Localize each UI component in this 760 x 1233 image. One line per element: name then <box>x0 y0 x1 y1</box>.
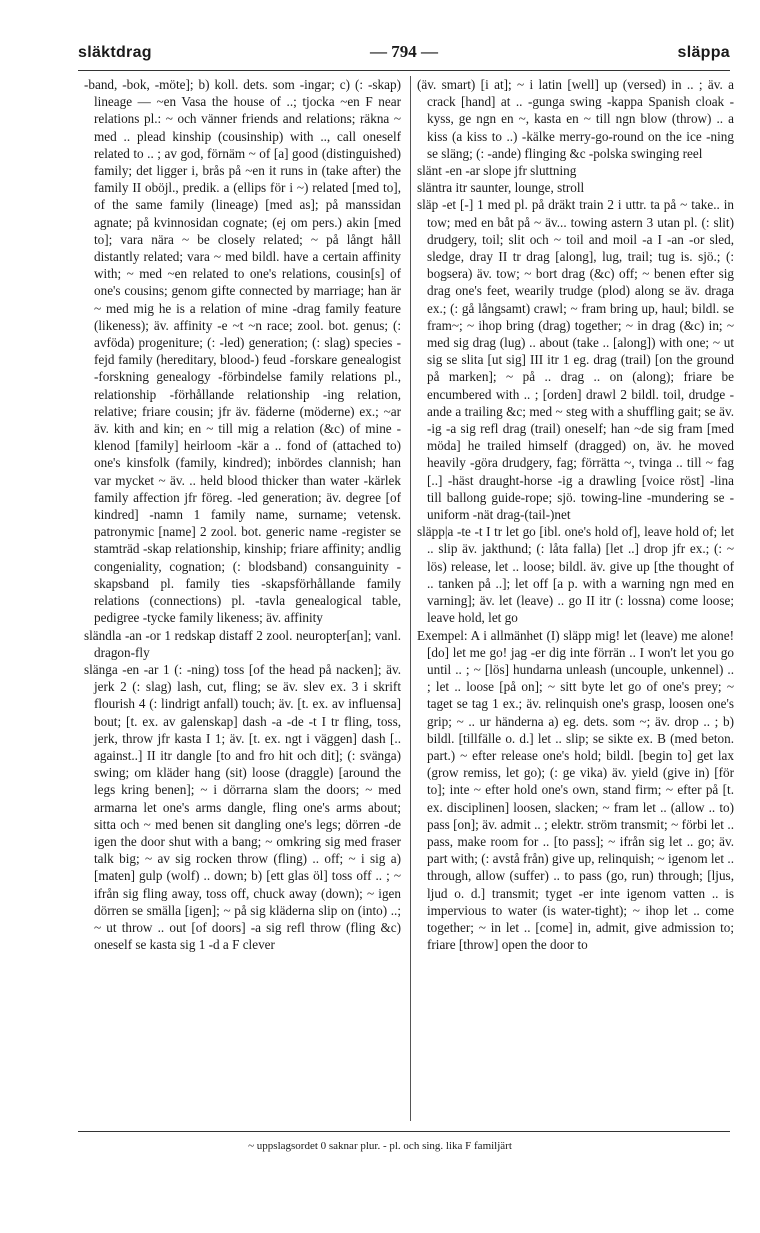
entry-text: -band, -bok, -möte]; b) koll. dets. som -ingar; c) (: -skap) lineage — ~en Vasa the house of ..; tjocka ~en F near relations pl.: ~ och vänner friends and relations; räkna ~ med .. plead kinship (cousinship) with .., call oneself related to .. ; av god, förnäm ~ of [a] good (distinguished) family; det ligger i, brås på ~en it runs in (take after) the family II oböjl., predik. a (ellips för i ~) related [med to], of the same family (lineage) [med as]; på manssidan agnate; på kvinnosidan cognate; (ej om pers.) akin [med to]; vara nära ~ be closely related; ~ på långt håll distantly related; vara ~ med bildl. have a certain affinity with; ~ med ~en related to one's relations, cousin[s] of one's cousins; genom gifte connected by marriage; han är ~ med mig he is a relation of mine -drag family feature (likeness); äv. affinity -e ~t ~n race; zool. bot. genus; (: avföda) progeniture; (: -led) generation; (: slag) species -fejd family (hereditary, blood-) feud -forskare genealogist -forskning genealogy -förbindelse family relations pl., relationship -förhållande relationship -ing relation, relative; friare cousin; jfr äv. fäderne (möderne) ex.; ~ar äv. kith and kin; en ~ till mig a relation (&c) of mine -klenod [family] heirloom -kär a .. fond of (attached to) one's kinsfolk (family, kindred); inbördes clannish; han var mycket ~ äv. .. held blood thicker than water -kärlek family affection jfr föreg. -led generation; äv. degree [of kindred] -namn 1 family name, surname; vetensk. patronymic [name] 2 zool. bot. generic name -register se stamträd -skap relationship, kinship; friare affinity; andlig congeniality, cognation; (: blodsband) consanguinity -skapsband pl. family ties -skapsförhållande family relations (connections) pl. -tavla genealogical table, pedigree -tycke family likeness; äv. affinity <box>84 77 401 626</box>
entry-text: släpp|a -te -t I tr let go [ibl. one's hold of], leave hold of; let .. slip äv. jakthund; (: låta falla) [let ..] drop jfr ex.; (: ~ lös) release, let .. loose; bildl. äv. give up [the thought of .. tanken på ..]; let off [a p. with a warning ngn med en varning]; äv. let (leave) .. go II itr (: lossna) come loose; leave hold, let go <box>417 524 734 626</box>
entry-text: slänga -en -ar 1 (: -ning) toss [of the head på nacken]; äv. jerk 2 (: slag) lash, cut, fling; se äv. slev ex. 3 i skrift flourish 4 (: lindrigt anfall) touch; äv. [t. ex. av influensa] bout; [t. ex. av galenskap] dash -a -de -t I tr fling, toss, jerk, throw jfr kasta I 1; äv. [t. ex. ngt i väggen] dash [.. against..] II itr dangle [to and fro hit och dit]; (: svänga) swing; om kläder hang (sit) loose (draggle) [around the legs kring benen]; ~ i dörrarna slam the doors; ~ med armarna let one's arms dangle, fling one's arms about; sitta och ~ med benen sit dangling one's legs; dörren -de igen the door shut with a bang; ~ omkring sig med fraser talk big; ~ av sig rocken throw (fling) .. off; ~ i sig a) [maten] gulp (wolf) .. down; b) [ett glas öl] toss off .. ; ~ ifrån sig fling away, toss off, chuck away (down); ~ igen dörren se smälla [igen]; ~ på sig kläderna slip on (into) ..; ~ ut throw .. out [of doors] -a sig refl throw (fling &c) oneself se kasta sig 1 -d a F clever <box>84 661 401 953</box>
entry-text: (äv. smart) [i at]; ~ i latin [well] up (versed) in .. ; äv. a crack [hand] at .. -gunga swing -kappa Spanish cloak -kyss, ge ngn en ~, kasta en ~ till ngn blow (throw) .. a kiss (a kiss to ..) -kälke merry-go-round on the ice -ning se släng; (: -ande) flinging &c -polska swinging reel <box>417 77 734 161</box>
page-number: — 794 — <box>370 42 438 61</box>
right-guide-word: släppa <box>677 44 730 61</box>
entry-text: slänt -en -ar slope jfr sluttning <box>417 163 577 179</box>
entry-text: släntra itr saunter, lounge, stroll <box>417 180 585 196</box>
entry-text: släp -et [-] 1 med pl. på dräkt train 2 i uttr. ta på ~ take.. in tow; med en båt på ~ äv... towing astern 3 utan pl. (: slit) drudgery, toil; slit och ~ toil and moil -a I -an -or sled, sledge, dray II tr drag [along], lug, trail; tug is. sjö.; (: bogsera) äv. tow; ~ bort drag (&c) off; ~ benen efter sig drag one's feet, wearily trudge (plod) along se äv. draga ex.; (: gå långsamt) crawl; ~ fram bring up, haul; bildl. se fram~; ~ ihop bring (drag) together; ~ in drag (&c) in; ~ med sig drag (lug) .. about (take .. [along]) with one; ~ ut sig se slita [ut sig] III itr 1 eg. drag (trail) [on the ground på marken]; ~ på .. drag .. on (along); friare be encumbered with .. ; [orden] drawl 2 bildl. toil, drudge -ande a trailing &c; med ~ steg with a shuffling gait; se äv. -ig -a sig refl drag (trail) oneself; han ~de sig fram [med möda] he trailed himself (dragged) on, äv. he moved heavily -göra drudgery, fag; förrätta ~, tvinga .. till ~ fag [..] -häst draught-horse -ig a drawling [voice röst] -lina till ballong guide-rope; sjö. towing-line -mundering se -uniform -nät drag-(tail-)net <box>417 197 734 523</box>
entry-text: Exempel: A i allmänhet (I) släpp mig! let (leave) me alone! [do] let me go! jag -er dig inte förrän .. I won't let you go until .. ; ~ [lös] hundarna unleash (uncouple, unkennel) .. ; let .. loose [på on]; ~ sitt byte let go of one's prey; ~ taget se tag 1 ex.; äv. relinquish one's grasp, loosen one's grip; ~ .. ur händerna a) eg. dets. som ~; äv. drop .. ; b) bildl. [tillfälle o. d.] let .. slip; se sikte ex. B (med beton. part.) ~ efter release one's hold; bildl. [begin to] get lax (grow remiss, let go); (: ge vika) äv. yield (give in) [för to]; inte ~ efter hold one's own, stand firm; ~ efter på [t. ex. disciplinen] loosen, slacken; ~ fram let .. (allow .. to) pass [on]; äv. admit .. ; elektr. ström transmit; ~ förbi let .. pass, make room for .. [to pass]; ~ ifrån sig let .. go; äv. part with; (: avstå från) give up, relinquish; ~ igenom let .. through, allow (suffer) .. to pass (go, run) through; [ljus, ljud o. d.] transmit; tyget -er inte igenom vatten .. is impervious to water (is water-tight); ~ ihop let .. come together; ~ in let .. [come] in, admit, give admission to; friare [throw] open the door to <box>417 627 734 953</box>
left-column <box>84 76 401 1126</box>
page-header <box>78 44 730 68</box>
entry-text: sländla -an -or 1 redskap distaff 2 zool. neuropter[an]; vanl. dragon-fly <box>84 627 401 660</box>
header-rule <box>78 70 730 71</box>
abbreviation-footer: ~ uppslagsordet 0 saknar plur. - pl. och sing. lika F familjärt <box>248 1140 512 1152</box>
left-guide-word: släktdrag <box>78 44 152 61</box>
footer-rule <box>78 1131 730 1132</box>
column-divider <box>410 76 411 1121</box>
right-column <box>417 76 734 1126</box>
